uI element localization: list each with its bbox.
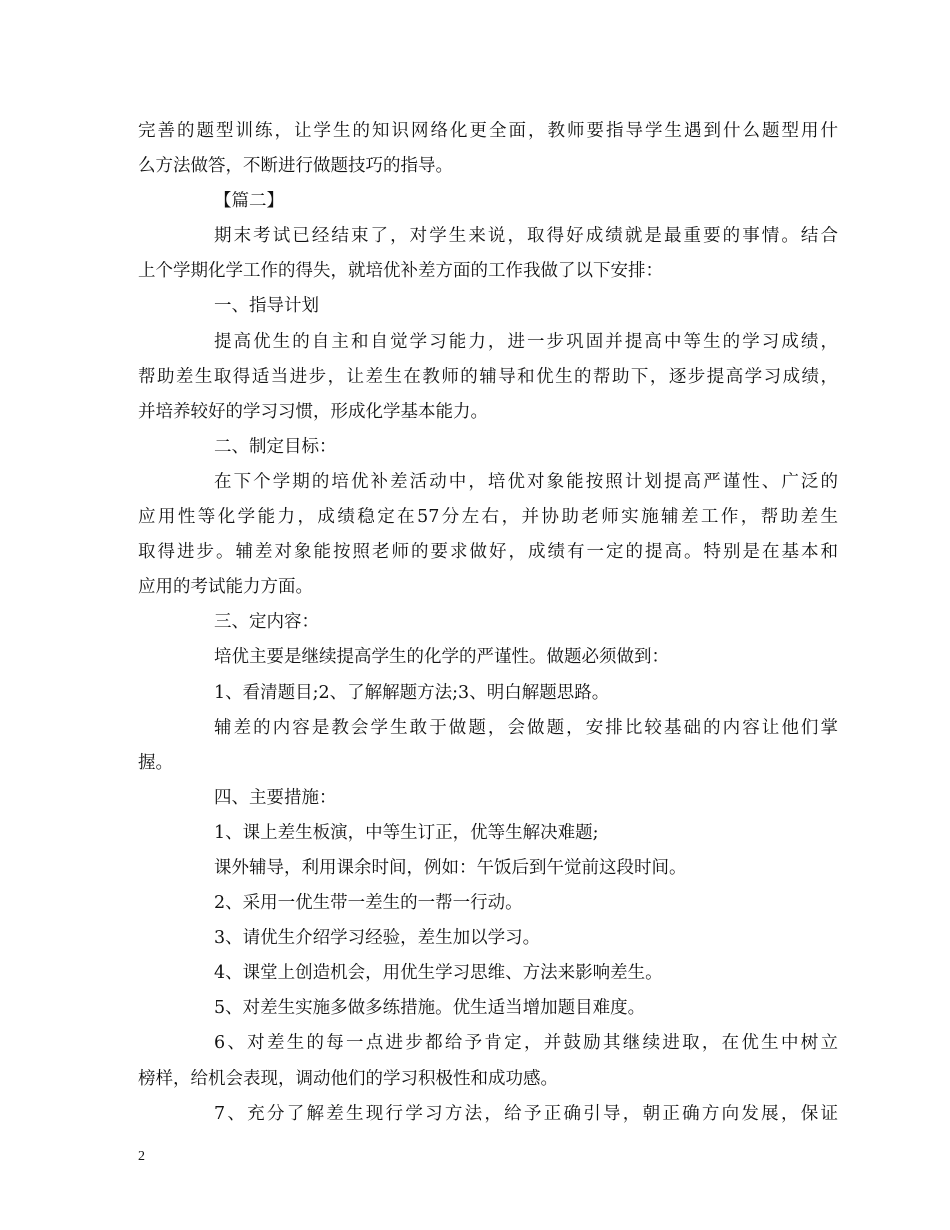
text-line: 3、请优生介绍学习经验，差生加以学习。 bbox=[214, 928, 541, 949]
text-line: 期末考试已经结束了，对学生来说，取得好成绩就是最重要的事情。结合 bbox=[214, 226, 838, 247]
text-line: 在下个学期的培优补差活动中，培优对象能按照计划提高严谨性、广泛的 bbox=[214, 471, 838, 492]
text-line: 1、课上差生板演，中等生订正，优等生解决难题; bbox=[214, 822, 599, 843]
text-line: 4、课堂上创造机会，用优生学习思维、方法来影响差生。 bbox=[214, 963, 663, 984]
text-line: 上个学期化学工作的得失，就培优补差方面的工作我做了以下安排： bbox=[138, 261, 663, 282]
subheading: 一、指导计划 bbox=[214, 296, 319, 317]
section-heading: 【篇二】 bbox=[214, 191, 284, 212]
text-line: 5、对差生实施多做多练措施。优生适当增加题目难度。 bbox=[214, 998, 646, 1019]
subheading: 二、制定目标： bbox=[214, 436, 337, 457]
text-line: 完善的题型训练，让学生的知识网络化更全面，教师要指导学生遇到什么题型用什 bbox=[138, 121, 838, 141]
text-line: 2、采用一优生带一差生的一帮一行动。 bbox=[214, 893, 523, 914]
text-line: 握。 bbox=[138, 752, 173, 773]
text-line: 课外辅导，利用课余时间，例如：午饭后到午觉前这段时间。 bbox=[214, 857, 687, 878]
page-number: 2 bbox=[138, 1149, 145, 1164]
text-line: 帮助差生取得适当进步，让差生在教师的辅导和优生的帮助下，逐步提高学习成绩， bbox=[138, 366, 838, 387]
body-text bbox=[138, 114, 838, 1132]
text-line: 辅差的内容是教会学生敢于做题，会做题，安排比较基础的内容让他们掌 bbox=[214, 717, 838, 738]
text-line: 应用性等化学能力，成绩稳定在57分左右，并协助老师实施辅差工作，帮助差生 bbox=[138, 507, 838, 528]
subheading: 四、主要措施： bbox=[214, 787, 337, 808]
text-line: 1、看清题目;2、了解解题方法;3、明白解题思路。 bbox=[214, 682, 610, 703]
text-line: 榜样，给机会表现，调动他们的学习积极性和成功感。 bbox=[138, 1068, 558, 1089]
text-line: 么方法做答，不断进行做题技巧的指导。 bbox=[138, 156, 453, 177]
subheading: 三、定内容： bbox=[214, 612, 319, 633]
text-line: 6、对差生的每一点进步都给予肯定，并鼓励其继续进取，在优生中树立 bbox=[214, 1033, 838, 1054]
text-line: 培优主要是继续提高学生的化学的严谨性。做题必须做到： bbox=[214, 647, 669, 668]
text-line: 取得进步。辅差对象能按照老师的要求做好，成绩有一定的提高。特别是在基本和 bbox=[138, 542, 838, 563]
text-line: 应用的考试能力方面。 bbox=[138, 577, 313, 598]
text-line: 7、充分了解差生现行学习方法，给予正确引导，朝正确方向发展，保证 bbox=[214, 1103, 838, 1124]
text-line: 提高优生的自主和自觉学习能力，进一步巩固并提高中等生的学习成绩， bbox=[214, 331, 838, 352]
text-line: 并培养较好的学习习惯，形成化学基本能力。 bbox=[138, 401, 488, 422]
